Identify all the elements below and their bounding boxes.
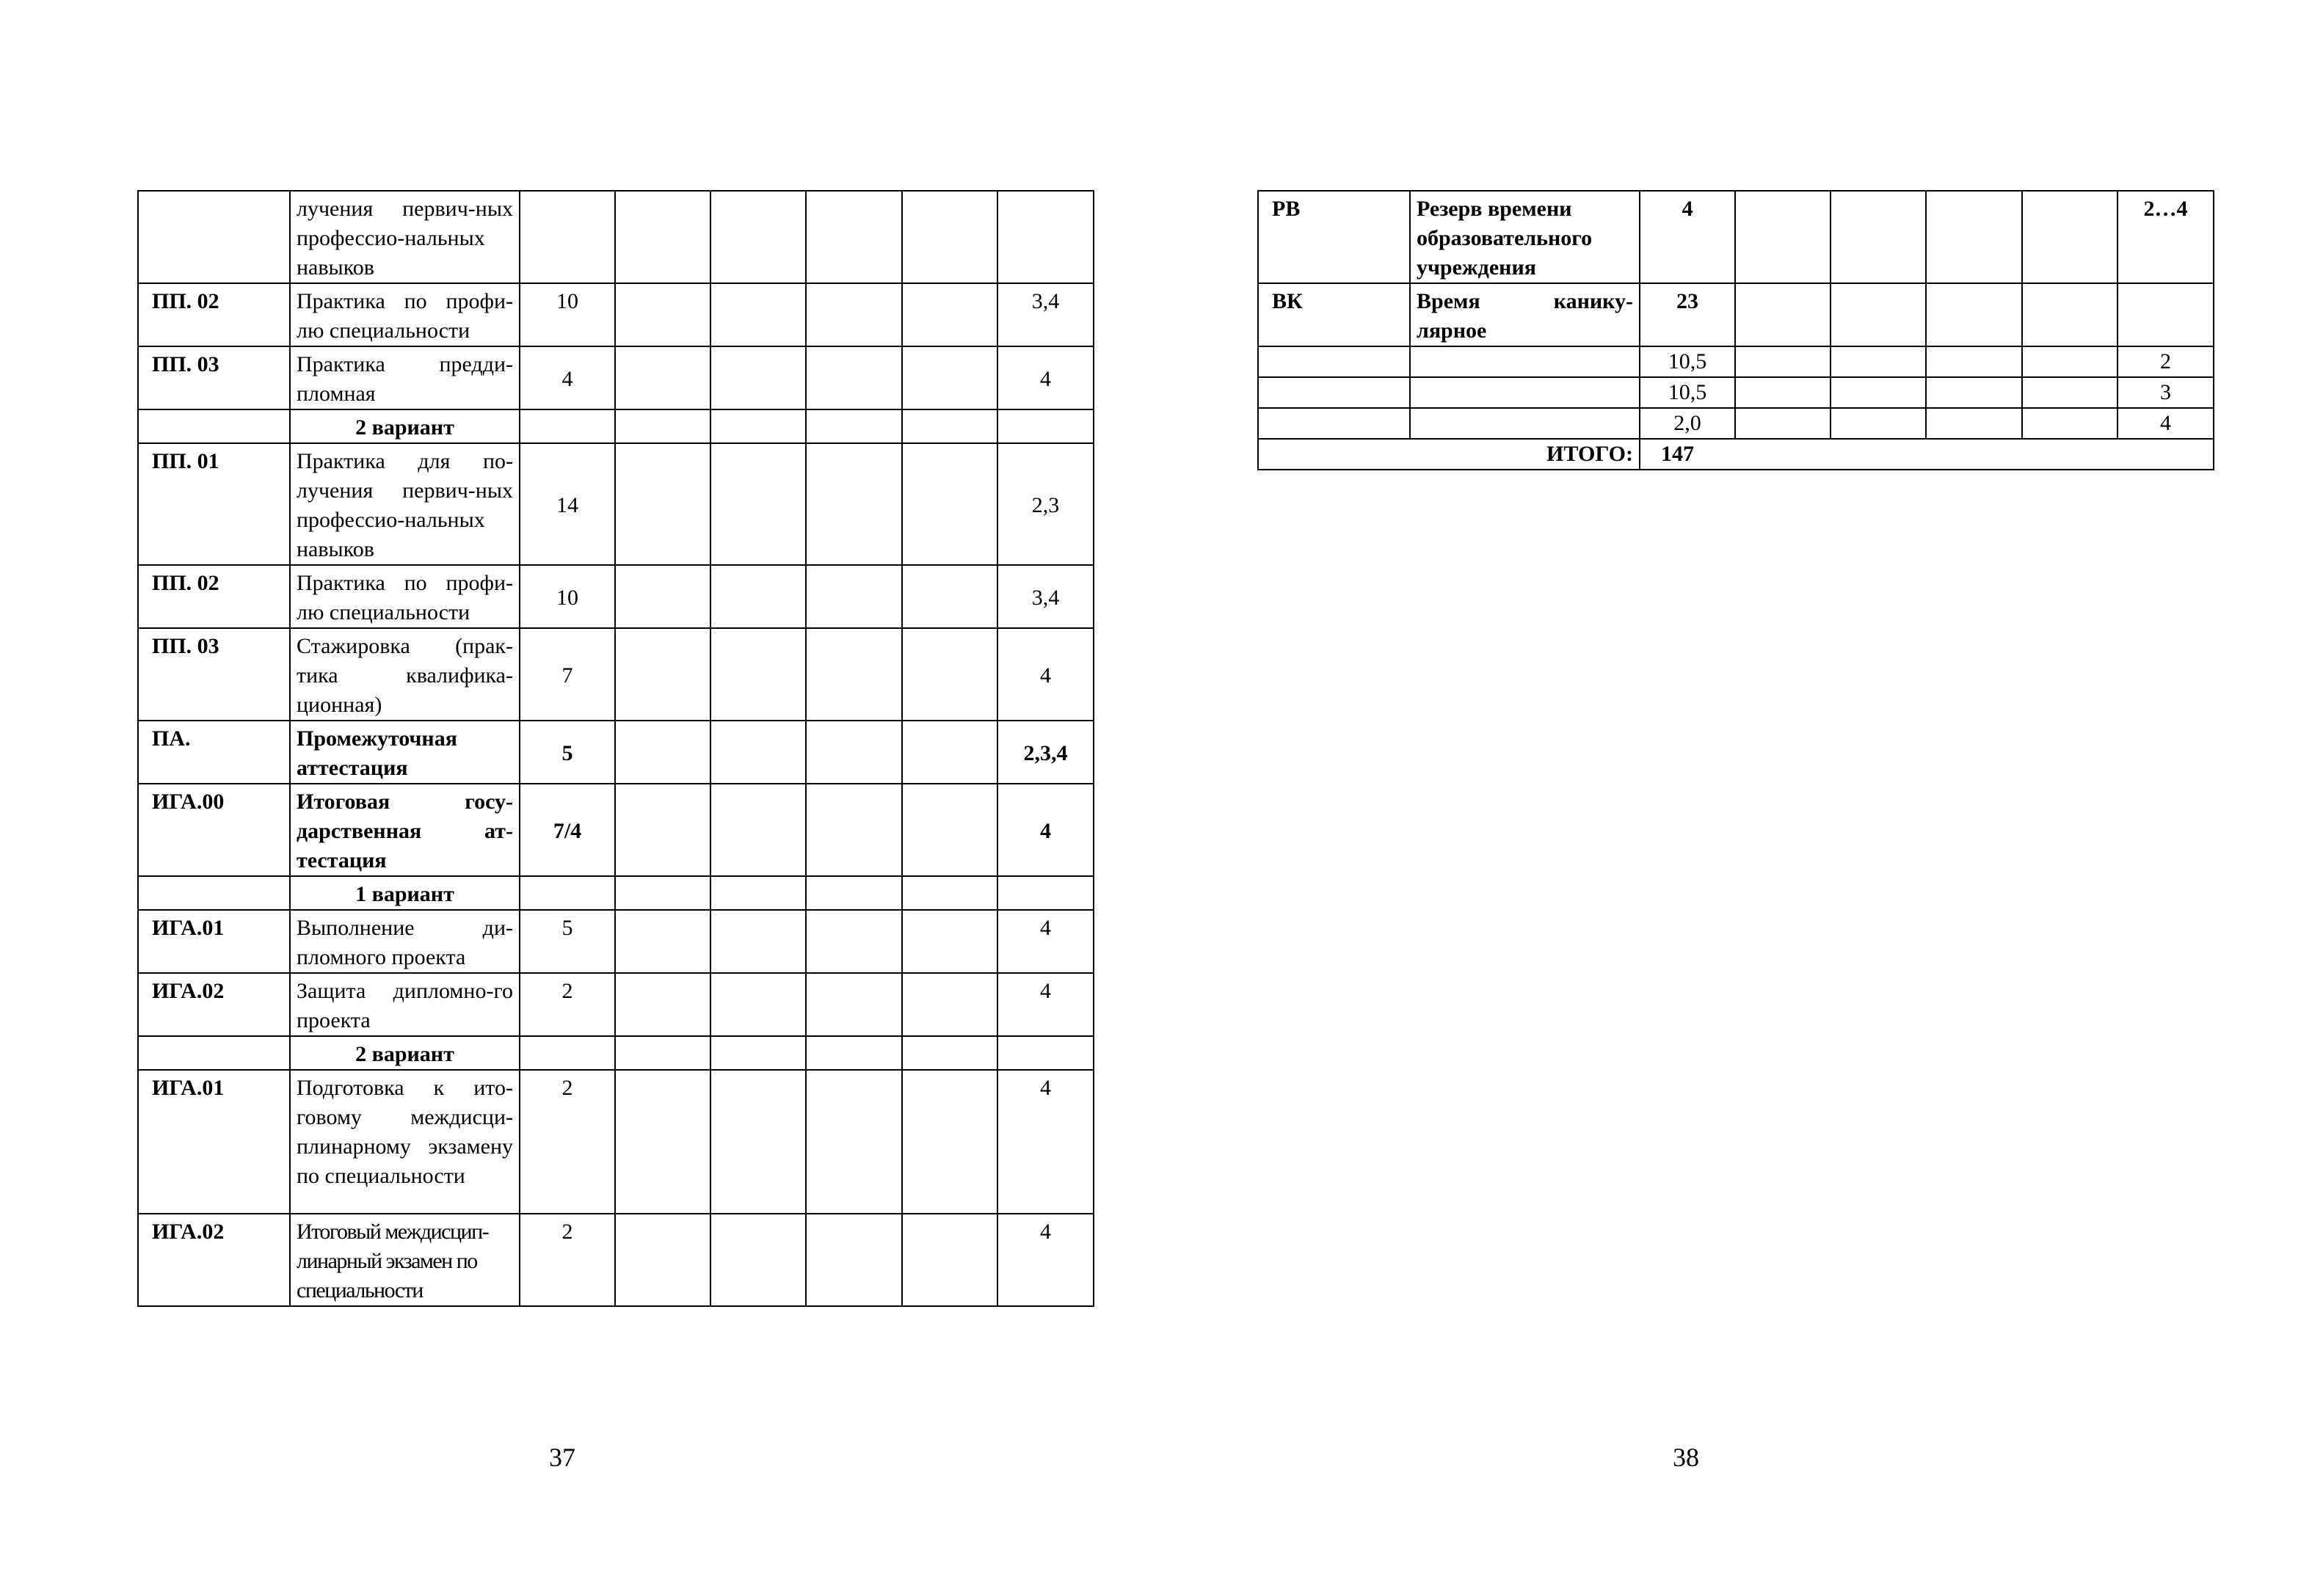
empty-cell bbox=[902, 973, 997, 1036]
empty-cell bbox=[138, 876, 290, 910]
empty-cell bbox=[615, 1036, 710, 1070]
row-hours: 2,0 bbox=[1640, 408, 1735, 439]
row-semester: 3 bbox=[2117, 377, 2214, 408]
empty-cell bbox=[615, 784, 710, 876]
table-row bbox=[138, 346, 1094, 409]
row-name: Время канику-лярное bbox=[1410, 283, 1640, 346]
row-semester: 2…4 bbox=[2117, 191, 2214, 283]
row-semester: 3,4 bbox=[997, 565, 1094, 628]
variant-label: 2 вариант bbox=[290, 409, 520, 443]
empty-cell bbox=[806, 191, 902, 283]
row-name: Практика по профи-лю специальности bbox=[290, 565, 520, 628]
total-row bbox=[1258, 439, 2214, 470]
empty-cell bbox=[902, 1036, 997, 1070]
empty-cell bbox=[1926, 283, 2022, 346]
empty-cell bbox=[615, 565, 710, 628]
empty-cell bbox=[138, 409, 290, 443]
row-hours: 10 bbox=[520, 283, 615, 346]
row-code bbox=[138, 191, 290, 283]
table-row bbox=[1258, 408, 2214, 439]
page-number-right: 38 bbox=[1673, 1443, 1699, 1472]
empty-cell bbox=[806, 1070, 902, 1214]
row-semester: 4 bbox=[997, 1070, 1094, 1214]
empty-cell bbox=[2022, 346, 2117, 377]
variant-row bbox=[138, 409, 1094, 443]
empty-cell bbox=[710, 876, 806, 910]
empty-cell bbox=[902, 1214, 997, 1306]
empty-cell bbox=[615, 910, 710, 973]
row-code: ИГА.02 bbox=[138, 1214, 290, 1306]
empty-cell bbox=[710, 283, 806, 346]
table-row bbox=[138, 1214, 1094, 1306]
empty-cell bbox=[710, 443, 806, 565]
row-hours: 10,5 bbox=[1640, 377, 1735, 408]
row-semester bbox=[997, 191, 1094, 283]
row-name: Итоговый междисцип-линарный экзамен по специальности bbox=[290, 1214, 520, 1306]
empty-cell bbox=[710, 191, 806, 283]
row-code: ИГА.01 bbox=[138, 910, 290, 973]
row-code: ВК bbox=[1258, 283, 1410, 346]
empty-cell bbox=[1831, 191, 1926, 283]
row-semester bbox=[2117, 283, 2214, 346]
empty-cell bbox=[1735, 283, 1831, 346]
row-hours: 2 bbox=[520, 973, 615, 1036]
empty-cell bbox=[902, 346, 997, 409]
row-code: ИГА.02 bbox=[138, 973, 290, 1036]
empty-cell bbox=[902, 1070, 997, 1214]
empty-cell bbox=[806, 910, 902, 973]
row-name: Промежуточная аттестация bbox=[290, 721, 520, 784]
variant-label: 1 вариант bbox=[290, 876, 520, 910]
empty-cell bbox=[902, 443, 997, 565]
empty-cell bbox=[902, 565, 997, 628]
empty-cell bbox=[710, 1036, 806, 1070]
row-hours: 2 bbox=[520, 1070, 615, 1214]
empty-cell bbox=[2022, 191, 2117, 283]
empty-cell bbox=[710, 409, 806, 443]
empty-cell bbox=[615, 1214, 710, 1306]
row-hours: 23 bbox=[1640, 283, 1735, 346]
row-hours: 7 bbox=[520, 628, 615, 721]
variant-row bbox=[138, 876, 1094, 910]
empty-cell bbox=[1258, 377, 1410, 408]
empty-cell bbox=[806, 443, 902, 565]
row-semester: 4 bbox=[997, 628, 1094, 721]
table-row bbox=[138, 721, 1094, 784]
table-row bbox=[1258, 346, 2214, 377]
row-semester: 4 bbox=[997, 784, 1094, 876]
empty-cell bbox=[138, 1036, 290, 1070]
empty-cell bbox=[806, 876, 902, 910]
row-semester: 4 bbox=[997, 1214, 1094, 1306]
empty-cell bbox=[615, 346, 710, 409]
empty-cell bbox=[997, 876, 1094, 910]
row-code: ПА. bbox=[138, 721, 290, 784]
curriculum-table-page-37 bbox=[137, 190, 1094, 1307]
empty-cell bbox=[710, 628, 806, 721]
table-row bbox=[1258, 283, 2214, 346]
row-semester: 2 bbox=[2117, 346, 2214, 377]
table-row bbox=[138, 910, 1094, 973]
row-name: Резерв времени образовательного учреждения bbox=[1410, 191, 1640, 283]
row-code: ПП. 02 bbox=[138, 565, 290, 628]
empty-cell bbox=[902, 910, 997, 973]
empty-cell bbox=[615, 973, 710, 1036]
empty-cell bbox=[902, 784, 997, 876]
row-hours: 7/4 bbox=[520, 784, 615, 876]
row-semester: 2,3,4 bbox=[997, 721, 1094, 784]
row-hours: 5 bbox=[520, 910, 615, 973]
empty-cell bbox=[710, 1214, 806, 1306]
empty-cell bbox=[1831, 377, 1926, 408]
row-name: лучения первич-ных профессио-нальных навыков bbox=[290, 191, 520, 283]
row-hours bbox=[520, 191, 615, 283]
empty-cell bbox=[997, 409, 1094, 443]
empty-cell bbox=[710, 910, 806, 973]
empty-cell bbox=[710, 1070, 806, 1214]
empty-cell bbox=[520, 409, 615, 443]
empty-cell bbox=[1735, 377, 1831, 408]
curriculum-table-page-38 bbox=[1257, 190, 2214, 470]
empty-cell bbox=[1410, 377, 1640, 408]
empty-cell bbox=[1926, 191, 2022, 283]
empty-cell bbox=[806, 1036, 902, 1070]
empty-cell bbox=[902, 191, 997, 283]
variant-row bbox=[138, 1036, 1094, 1070]
table-row bbox=[138, 628, 1094, 721]
empty-cell bbox=[806, 784, 902, 876]
table-row bbox=[138, 784, 1094, 876]
empty-cell bbox=[1258, 408, 1410, 439]
empty-cell bbox=[710, 973, 806, 1036]
row-name: Практика по профи-лю специальности bbox=[290, 283, 520, 346]
empty-cell bbox=[615, 721, 710, 784]
empty-cell bbox=[2022, 377, 2117, 408]
row-name: Практика предди-пломная bbox=[290, 346, 520, 409]
row-semester: 3,4 bbox=[997, 283, 1094, 346]
empty-cell bbox=[806, 409, 902, 443]
empty-cell bbox=[1831, 283, 1926, 346]
empty-cell bbox=[902, 283, 997, 346]
empty-cell bbox=[902, 876, 997, 910]
table-row bbox=[1258, 377, 2214, 408]
empty-cell bbox=[806, 721, 902, 784]
row-code: ИГА.01 bbox=[138, 1070, 290, 1214]
row-semester: 4 bbox=[997, 973, 1094, 1036]
row-semester: 2,3 bbox=[997, 443, 1094, 565]
row-code: ПП. 03 bbox=[138, 346, 290, 409]
row-semester: 4 bbox=[997, 346, 1094, 409]
total-label: ИТОГО: bbox=[1258, 439, 1640, 470]
row-name: Защита дипломно-го проекта bbox=[290, 973, 520, 1036]
empty-cell bbox=[615, 443, 710, 565]
table-row bbox=[138, 283, 1094, 346]
table-row bbox=[138, 973, 1094, 1036]
row-semester: 4 bbox=[2117, 408, 2214, 439]
empty-cell bbox=[615, 876, 710, 910]
empty-cell bbox=[997, 1036, 1094, 1070]
table-row bbox=[138, 191, 1094, 283]
empty-cell bbox=[902, 721, 997, 784]
empty-cell bbox=[710, 784, 806, 876]
row-name: Подготовка к ито-говому междисци-плинарному экзамену по специальности bbox=[290, 1070, 520, 1214]
empty-cell bbox=[710, 721, 806, 784]
empty-cell bbox=[1926, 377, 2022, 408]
row-name: Стажировка (прак-тика квалифика-ционная) bbox=[290, 628, 520, 721]
empty-cell bbox=[902, 628, 997, 721]
empty-cell bbox=[615, 191, 710, 283]
empty-cell bbox=[1410, 408, 1640, 439]
empty-cell bbox=[806, 628, 902, 721]
empty-cell bbox=[806, 565, 902, 628]
row-code: ПП. 03 bbox=[138, 628, 290, 721]
row-hours: 14 bbox=[520, 443, 615, 565]
row-code: ПП. 01 bbox=[138, 443, 290, 565]
empty-cell bbox=[710, 565, 806, 628]
table-row bbox=[138, 565, 1094, 628]
empty-cell bbox=[710, 346, 806, 409]
row-code: РВ bbox=[1258, 191, 1410, 283]
row-name: Практика для по-лучения первич-ных профессио-нальных навыков bbox=[290, 443, 520, 565]
row-semester: 4 bbox=[997, 910, 1094, 973]
row-name: Выполнение ди-пломного проекта bbox=[290, 910, 520, 973]
empty-cell bbox=[806, 1214, 902, 1306]
empty-cell bbox=[902, 409, 997, 443]
total-value: 147 bbox=[1640, 439, 2214, 470]
empty-cell bbox=[1410, 346, 1640, 377]
variant-label: 2 вариант bbox=[290, 1036, 520, 1070]
empty-cell bbox=[615, 1070, 710, 1214]
empty-cell bbox=[2022, 408, 2117, 439]
row-hours: 5 bbox=[520, 721, 615, 784]
empty-cell bbox=[520, 876, 615, 910]
empty-cell bbox=[520, 1036, 615, 1070]
empty-cell bbox=[615, 283, 710, 346]
empty-cell bbox=[806, 283, 902, 346]
table-row bbox=[138, 1070, 1094, 1214]
empty-cell bbox=[1258, 346, 1410, 377]
row-hours: 4 bbox=[520, 346, 615, 409]
empty-cell bbox=[615, 628, 710, 721]
row-hours: 2 bbox=[520, 1214, 615, 1306]
empty-cell bbox=[2022, 283, 2117, 346]
row-hours: 10 bbox=[520, 565, 615, 628]
row-name: Итоговая госу-дарственная ат-тестация bbox=[290, 784, 520, 876]
empty-cell bbox=[1831, 408, 1926, 439]
row-code: ПП. 02 bbox=[138, 283, 290, 346]
empty-cell bbox=[1735, 346, 1831, 377]
empty-cell bbox=[615, 409, 710, 443]
row-hours: 10,5 bbox=[1640, 346, 1735, 377]
empty-cell bbox=[806, 973, 902, 1036]
empty-cell bbox=[1735, 408, 1831, 439]
row-hours: 4 bbox=[1640, 191, 1735, 283]
table-row bbox=[1258, 191, 2214, 283]
empty-cell bbox=[1926, 346, 2022, 377]
empty-cell bbox=[1926, 408, 2022, 439]
empty-cell bbox=[1831, 346, 1926, 377]
table-row bbox=[138, 443, 1094, 565]
row-code: ИГА.00 bbox=[138, 784, 290, 876]
empty-cell bbox=[806, 346, 902, 409]
empty-cell bbox=[1735, 191, 1831, 283]
page-number-left: 37 bbox=[549, 1443, 575, 1472]
